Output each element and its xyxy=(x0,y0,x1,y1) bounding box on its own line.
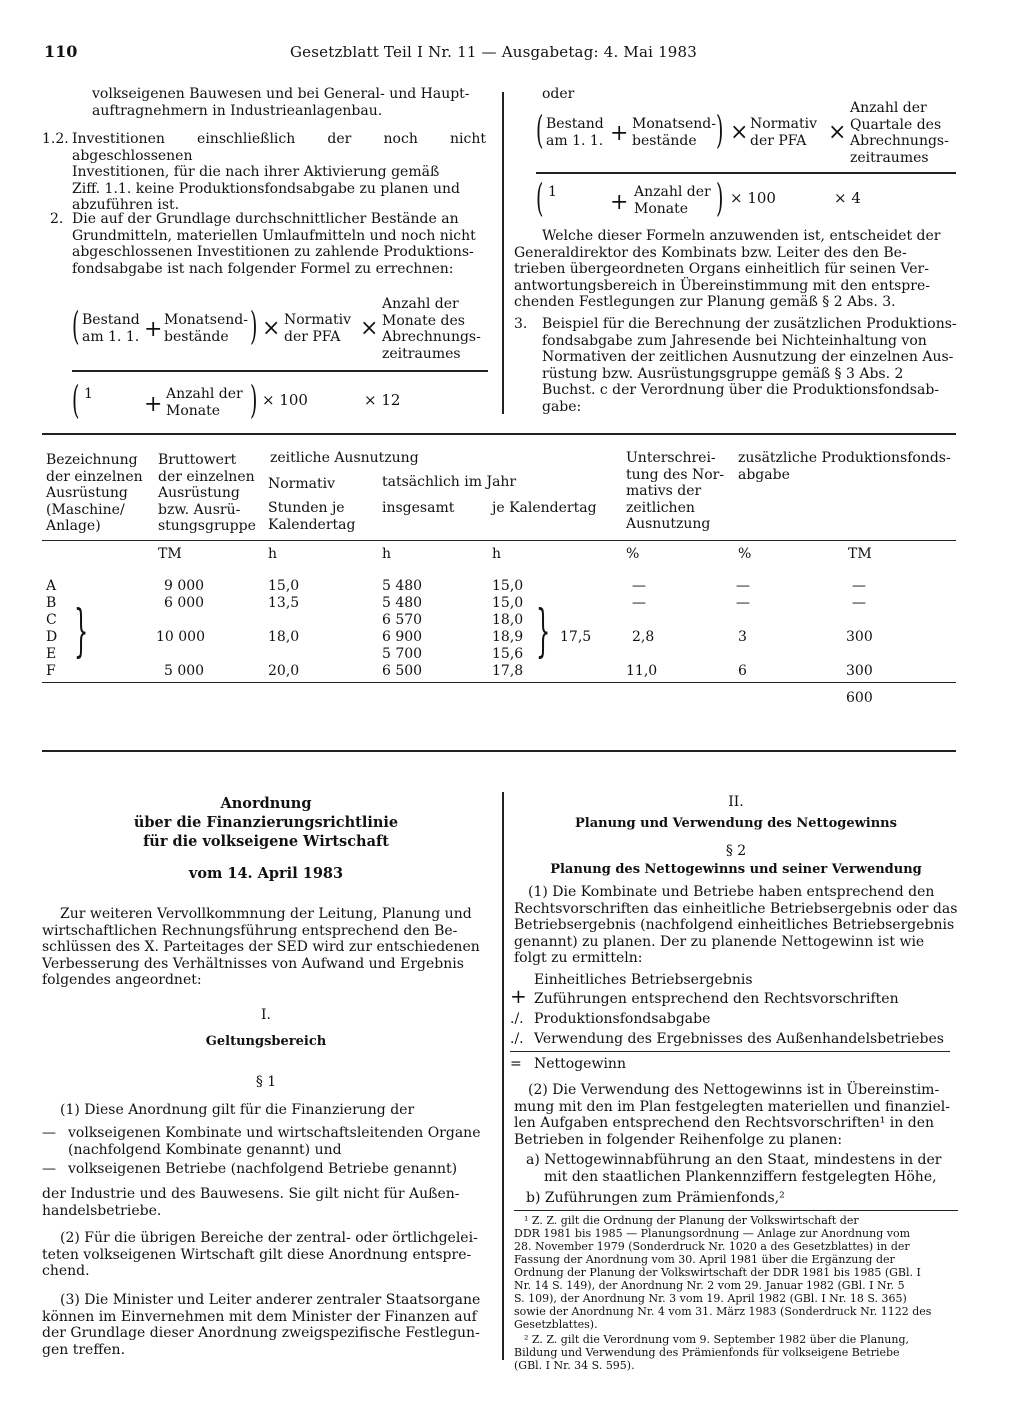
row-label: A xyxy=(46,578,57,594)
paragraph-sign-2: § 2 xyxy=(725,843,747,859)
preamble: Zur weiteren Vervollkommnung der Leitung, Planung und wirtschaftlichen Rechnungsführung entsprechend den Be- schlüssen des X. Parteitages der SED wird zur entschiedenen Verbesserung des Verhältnisses von Aufwand und Ergebnis folgendes angeordnet: xyxy=(42,906,480,988)
item-1-2-number: 1.2. xyxy=(42,131,69,147)
column-divider-bottom xyxy=(502,792,504,1360)
dash-item-betriebe: volkseigenen Betriebe (nachfolgend Betriebe genannt) xyxy=(68,1161,458,1177)
oder-text: oder xyxy=(542,86,575,102)
p1-continuation: der Industrie und des Bauwesens. Sie gilt nicht für Außen- handelsbetriebe. xyxy=(42,1186,460,1219)
column-divider-top xyxy=(502,92,504,414)
header-bruttowert: Bruttowert der einzelnen Ausrüstung bzw. Ausrü- stungsgruppe xyxy=(158,452,256,534)
header-insgesamt: insgesamt xyxy=(382,500,455,516)
formula-right: ( Bestand am 1. 1. + Monatsend- bestände ) × Normativ der PFA × Anzahl der Quartale des Abrechnungs- zeitraumes ( 1 + Anzahl der Monate ) × 100 × 4 xyxy=(536,100,976,220)
page-number: 110 xyxy=(44,42,78,61)
table-bottom-rule xyxy=(42,750,956,752)
header-je-kalendertag: je Kalendertag xyxy=(492,500,597,516)
section-number-i: I. xyxy=(261,1007,271,1023)
p3-text: (3) Die Minister und Leiter anderer zentraler Staatsorgane können im Einvernehmen mit dem Minister der Finanzen auf der Grundlage dieser Anordnung zweigspezifische Festlegun- gen treffen. xyxy=(42,1292,481,1358)
item-3-number: 3. xyxy=(514,316,528,332)
row-label: E xyxy=(46,646,57,662)
dash-marker: — xyxy=(42,1125,56,1141)
row-label: D xyxy=(46,629,58,645)
header-normativ: Normativ xyxy=(268,476,336,492)
section-title-nettogewinn: Planung und Verwendung des Nettogewinns xyxy=(575,816,897,831)
paragraph-title-2: Planung des Nettogewinns und seiner Verwendung xyxy=(550,862,922,877)
paragraph-sign-1: § 1 xyxy=(255,1074,277,1090)
header-tatsaechlich: tatsächlich im Jahr xyxy=(382,474,517,490)
item-2-number: 2. xyxy=(50,211,64,227)
row-label: B xyxy=(46,595,57,611)
header-stunden: Stunden je Kalendertag xyxy=(268,500,356,533)
section-number-ii: II. xyxy=(728,794,744,810)
footnote-2: ² Z. Z. gilt die Verordnung vom 9. September 1982 über die Planung, Bildung und Verwendung des Prämienfonds für volkseigene Betriebe (GBl. I Nr. 34 S. 595). xyxy=(514,1333,909,1372)
equipment-table: Bezeichnung der einzelnen Ausrüstung (Maschine/ Anlage) Bruttowert der einzelnen Ausrüstung bzw. Ausrü- stungsgruppe zeitliche Ausnutzung Normativ tatsächlich im Jahr Stunden je Kalendertag insgesamt je Kalendertag Unterschrei- tung des Nor- mativs der zeitlichen Ausnutzung zusätzliche Produktionsfonds- abgabe TM h h h % % TM A B C D E F } 9 000 6 000 10 000 5 000 15,0 13,5 18,0 20,0 5 480 5 480 6 570 6 900 5 700 6 500 15,0 15,0 18,0 18,9 15,6 17,8 } 17,5 — — 2,8 11,0 — — 3 6 — — 300 300 600 xyxy=(42,436,956,746)
gazette-header: Gesetzblatt Teil I Nr. 11 — Ausgabetag: 4. Mai 1983 xyxy=(290,43,698,61)
item-1-2-text: Investitionen einschließlich der noch nicht abgeschlossenen Investitionen, für die nach ihrer Aktivierung gemäß Ziff. 1.1. keine Produktionsfondsabgabe zu planen und abzuführen ist. xyxy=(72,131,486,213)
formula-choice-text: Welche dieser Formeln anzuwenden ist, entscheidet der Generaldirektor des Kombinats bzw. Leiter des den Be- trieben übergeordneten Organs einheitlich für seinen Ver- antwortungsbereich in Übereinstimmung mit den entspre- chenden Festlegungen zur Planung gemäß § 2 Abs. 3. xyxy=(514,228,941,310)
footnote-rule xyxy=(514,1210,958,1211)
ordinance-title: Anordnung über die Finanzierungsrichtlinie für die volkseigene Wirtschaft xyxy=(133,795,399,850)
table-total: 600 xyxy=(846,690,873,706)
row-label: C xyxy=(46,612,57,628)
p2-text: (2) Für die übrigen Bereiche der zentral- oder örtlichgelei- teten volkseigenen Wirtschaft gilt diese Anordnung entspre- chend. xyxy=(42,1230,478,1279)
section-title-geltungsbereich: Geltungsbereich xyxy=(205,1034,327,1049)
row-label: F xyxy=(46,663,56,679)
p2-2-text: (2) Die Verwendung des Nettogewinns ist in Übereinstim- mung mit den im Plan festgelegten materiellen und finanziel- len Aufgaben entsprechend den Rechtsvorschriften¹ in den Betrieben in folgender Reihenfolge zu planen: xyxy=(514,1082,951,1148)
group-average: 17,5 xyxy=(560,629,592,645)
p2-1-text: (1) Die Kombinate und Betriebe haben entsprechend den Rechtsvorschriften das einheitliche Betriebsergebnis oder das Betriebsergebnis (nachfolgend einheitliches Betriebsergebnis genannt) zu planen. Der zu planende Nettogewinn ist wie folgt zu ermitteln: xyxy=(514,884,958,966)
header-bezeichnung: Bezeichnung der einzelnen Ausrüstung (Maschine/ Anlage) xyxy=(46,452,143,534)
dash-item-kombinate: volkseigenen Kombinate und wirtschaftsleitenden Organe (nachfolgend Kombinate genannt) und xyxy=(68,1125,481,1158)
header-zeitliche-ausnutzung: zeitliche Ausnutzung xyxy=(270,450,419,466)
dash-marker: — xyxy=(42,1161,56,1177)
intro-text: volkseigenen Bauwesen und bei General- und Haupt- auftragnehmern in Industrieanlagenbau. xyxy=(92,86,470,119)
header-unterschreitung: Unterschrei- tung des Nor- mativs der zeitlichen Ausnutzung xyxy=(626,450,725,532)
item-3-text: Beispiel für die Berechnung der zusätzlichen Produktions- fondsabgabe zum Jahresende bei Nichteinhaltung von Normativen der zeitlichen Ausnutzung der einzelnen Aus- rüstung bzw. Ausrüstungsgruppe gemäß § 3 Abs. 2 Buchst. c der Verordnung über die Produktionsfondsab- gabe: xyxy=(542,316,957,415)
footnote-1: ¹ Z. Z. gilt die Ordnung der Planung der Volkswirtschaft der DDR 1981 bis 1985 — Planungsordnung — Anlage zur Anordnung vom 28. November 1979 (Sonderdruck Nr. 1020 a des Gesetzblattes) in der Fassung der Anordnung vom 30. April 1981 über die Ergänzung der Ordnung der Planung der Volkswirtschaft der DDR 1981 bis 1985 (GBl. I Nr. 14 S. 149), der Anordnung Nr. 2 vom 29. Januar 1982 (GBl. I Nr. 5 S. 109), der Anordnung Nr. 3 vom 19. April 1982 (GBl. I Nr. 18 S. 365) sowie der Anordnung Nr. 4 vom 31. März 1983 (Sonderdruck Nr. 1122 des Gesetzblattes). xyxy=(514,1214,932,1331)
formula-left: ( Bestand am 1. 1. + Monatsend- bestände ) × Normativ der PFA × Anzahl der Monate des Abrechnungs- zeitraumes ( 1 + Anzahl der Monate ) × 100 × 12 xyxy=(72,296,492,418)
ordinance-date: vom 14. April 1983 xyxy=(188,865,344,882)
header-zusaetzliche-abgabe: zusätzliche Produktionsfonds- abgabe xyxy=(738,450,951,483)
p1-text: (1) Diese Anordnung gilt für die Finanzierung der xyxy=(60,1102,415,1118)
table-top-rule xyxy=(42,433,956,435)
item-2-text: Die auf der Grundlage durchschnittlicher Bestände an Grundmitteln, materiellen Umlaufmitteln und noch nicht abgeschlossenen Investitionen zu zahlende Produktions- fondsabgabe ist nach folgender Formel zu errechnen: xyxy=(72,211,476,277)
list-item-a: a) Nettogewinnabführung an den Staat, mindestens in der mit den staatlichen Plankennziffern festgelegten Höhe, xyxy=(526,1152,942,1185)
list-item-b: b) Zuführungen zum Prämienfonds,² xyxy=(526,1190,785,1206)
